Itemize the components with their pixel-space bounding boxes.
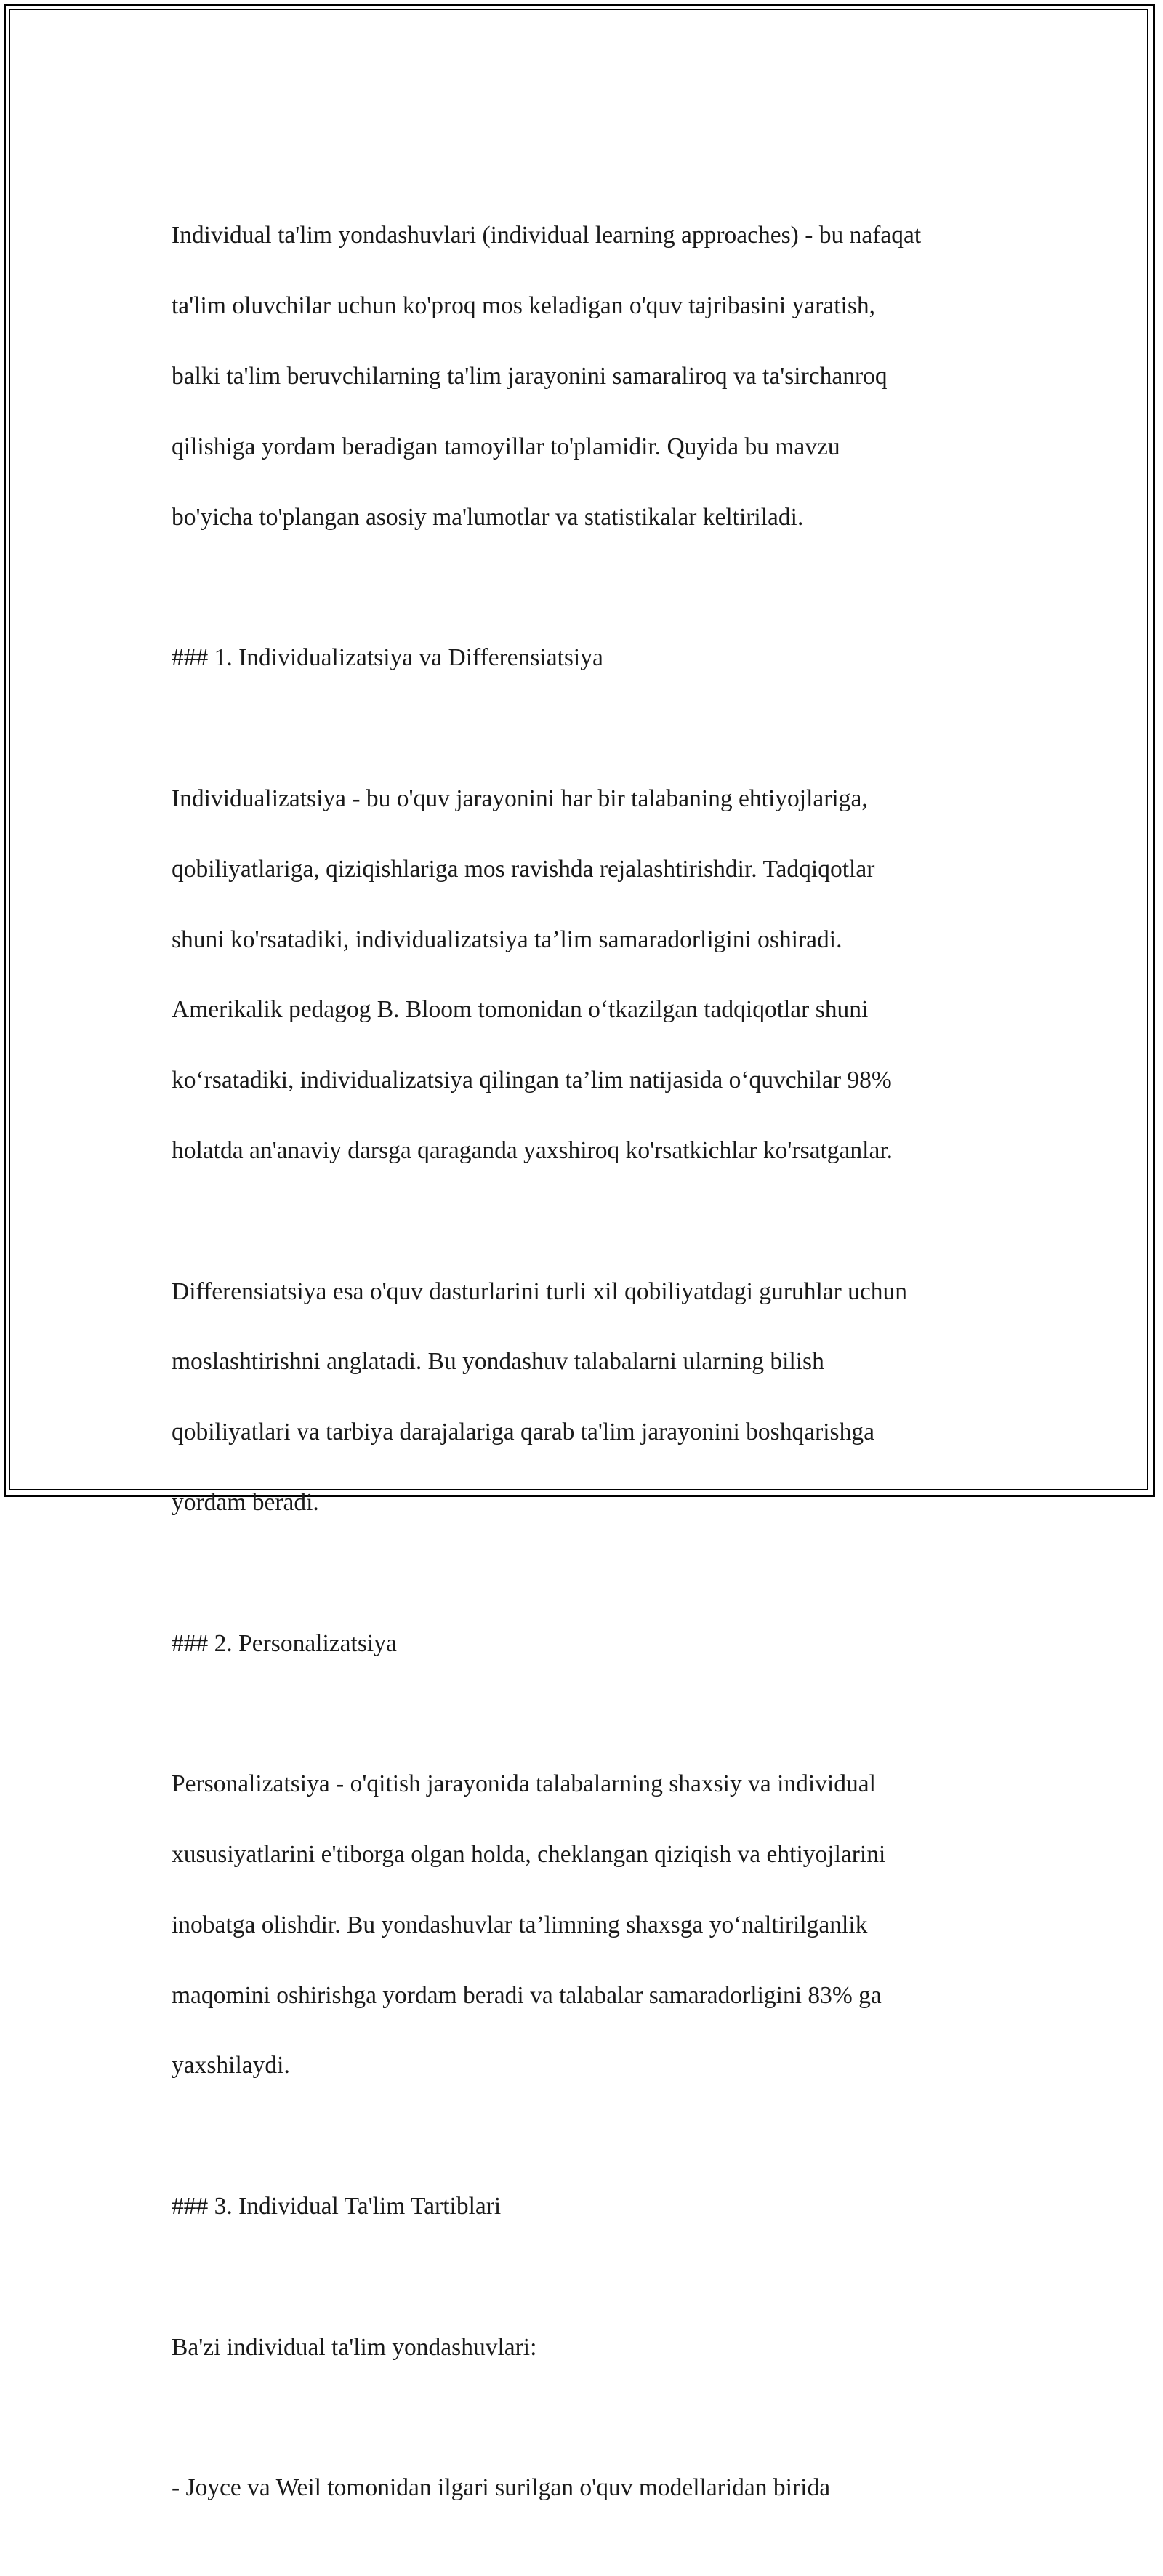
intro-line: ta'lim oluvchilar uchun ko'proq mos keladigan o'quv tajribasini yaratish, — [172, 292, 875, 320]
section-heading-text: ### 2. Personalizatsiya — [172, 1629, 397, 1657]
paragraph-line: Individualizatsiya - bu o'quv jarayonini har bir talabaning ehtiyojlariga, — [172, 785, 868, 812]
section-2-heading — [172, 1591, 1000, 1696]
paragraph-line: yaxshilaydi. — [172, 2052, 290, 2079]
paragraph-line: shuni ko'rsatadiki, individualizatsiya ta’lim samaradorligini oshiradi. — [172, 926, 842, 953]
paragraph-line: Differensiatsiya esa o'quv dasturlarini turli xil qobiliyatdagi guruhlar uchun — [172, 1277, 908, 1305]
paragraph-line: qobiliyatlari va tarbiya darajalariga qarab ta'lim jarayonini boshqarishga — [172, 1419, 874, 1446]
section-2-paragraph-1 — [172, 1732, 1000, 2119]
paragraph-line: yordam beradi. — [172, 1488, 319, 1516]
paragraph-line: moslashtirishni anglatadi. Bu yondashuv talabalarni ularning bilish — [172, 1348, 824, 1376]
paragraph-line: xususiyatlarini e'tiborga olgan holda, cheklangan qiziqish va ehtiyojlarini — [172, 1841, 886, 1869]
document-body — [172, 183, 1000, 2576]
section-heading-text: ### 3. Individual Ta'lim Tartiblari — [172, 2193, 502, 2220]
paragraph-line: holatda an'anaviy darsga qaraganda yaxshiroq ko'rsatkichlar ko'rsatganlar. — [172, 1136, 893, 1164]
section-3-intro — [172, 2295, 1000, 2400]
section-1-paragraph-1 — [172, 746, 1000, 1203]
intro-line: Individual ta'lim yondashuvlari (individual learning approaches) - bu nafaqat — [172, 222, 922, 249]
intro-line: balki ta'lim beruvchilarning ta'lim jarayonini samaraliroq va ta'sirchanroq — [172, 363, 888, 390]
paragraph-line: Ba'zi individual ta'lim yondashuvlari: — [172, 2333, 537, 2361]
section-3-heading — [172, 2154, 1000, 2260]
paragraph-line: ko‘rsatadiki, individualizatsiya qilingan ta’lim natijasida o‘quvchilar 98% — [172, 1067, 892, 1094]
intro-line: qilishiga yordam beradigan tamoyillar to'plamidir. Quyida bu mavzu — [172, 433, 840, 460]
section-1-heading — [172, 606, 1000, 711]
paragraph-line: qobiliyatlariga, qiziqishlariga mos ravishda rejalashtirishdir. Tadqiqotlar — [172, 855, 875, 883]
intro-paragraph — [172, 183, 1000, 570]
section-3-list — [172, 2436, 1000, 2541]
paragraph-line: Personalizatsiya - o'qitish jarayonida talabalarning shaxsiy va individual — [172, 1770, 876, 1798]
paragraph-line: inobatga olishdir. Bu yondashuvlar ta’limning shaxsga yo‘naltirilganlik — [172, 1911, 868, 1938]
list-item: - Joyce va Weil tomonidan ilgari surilgan o'quv modellaridan birida — [172, 2474, 831, 2502]
section-heading-text: ### 1. Individualizatsiya va Differensiatsiya — [172, 644, 603, 672]
paragraph-line: Amerikalik pedagog B. Bloom tomonidan o‘tkazilgan tadqiqotlar shuni — [172, 996, 869, 1024]
section-1-paragraph-2 — [172, 1239, 1000, 1556]
intro-line: bo'yicha to'plangan asosiy ma'lumotlar va statistikalar keltiriladi. — [172, 503, 804, 531]
paragraph-line: maqomini oshirishga yordam beradi va talabalar samaradorligini 83% ga — [172, 1981, 882, 2009]
